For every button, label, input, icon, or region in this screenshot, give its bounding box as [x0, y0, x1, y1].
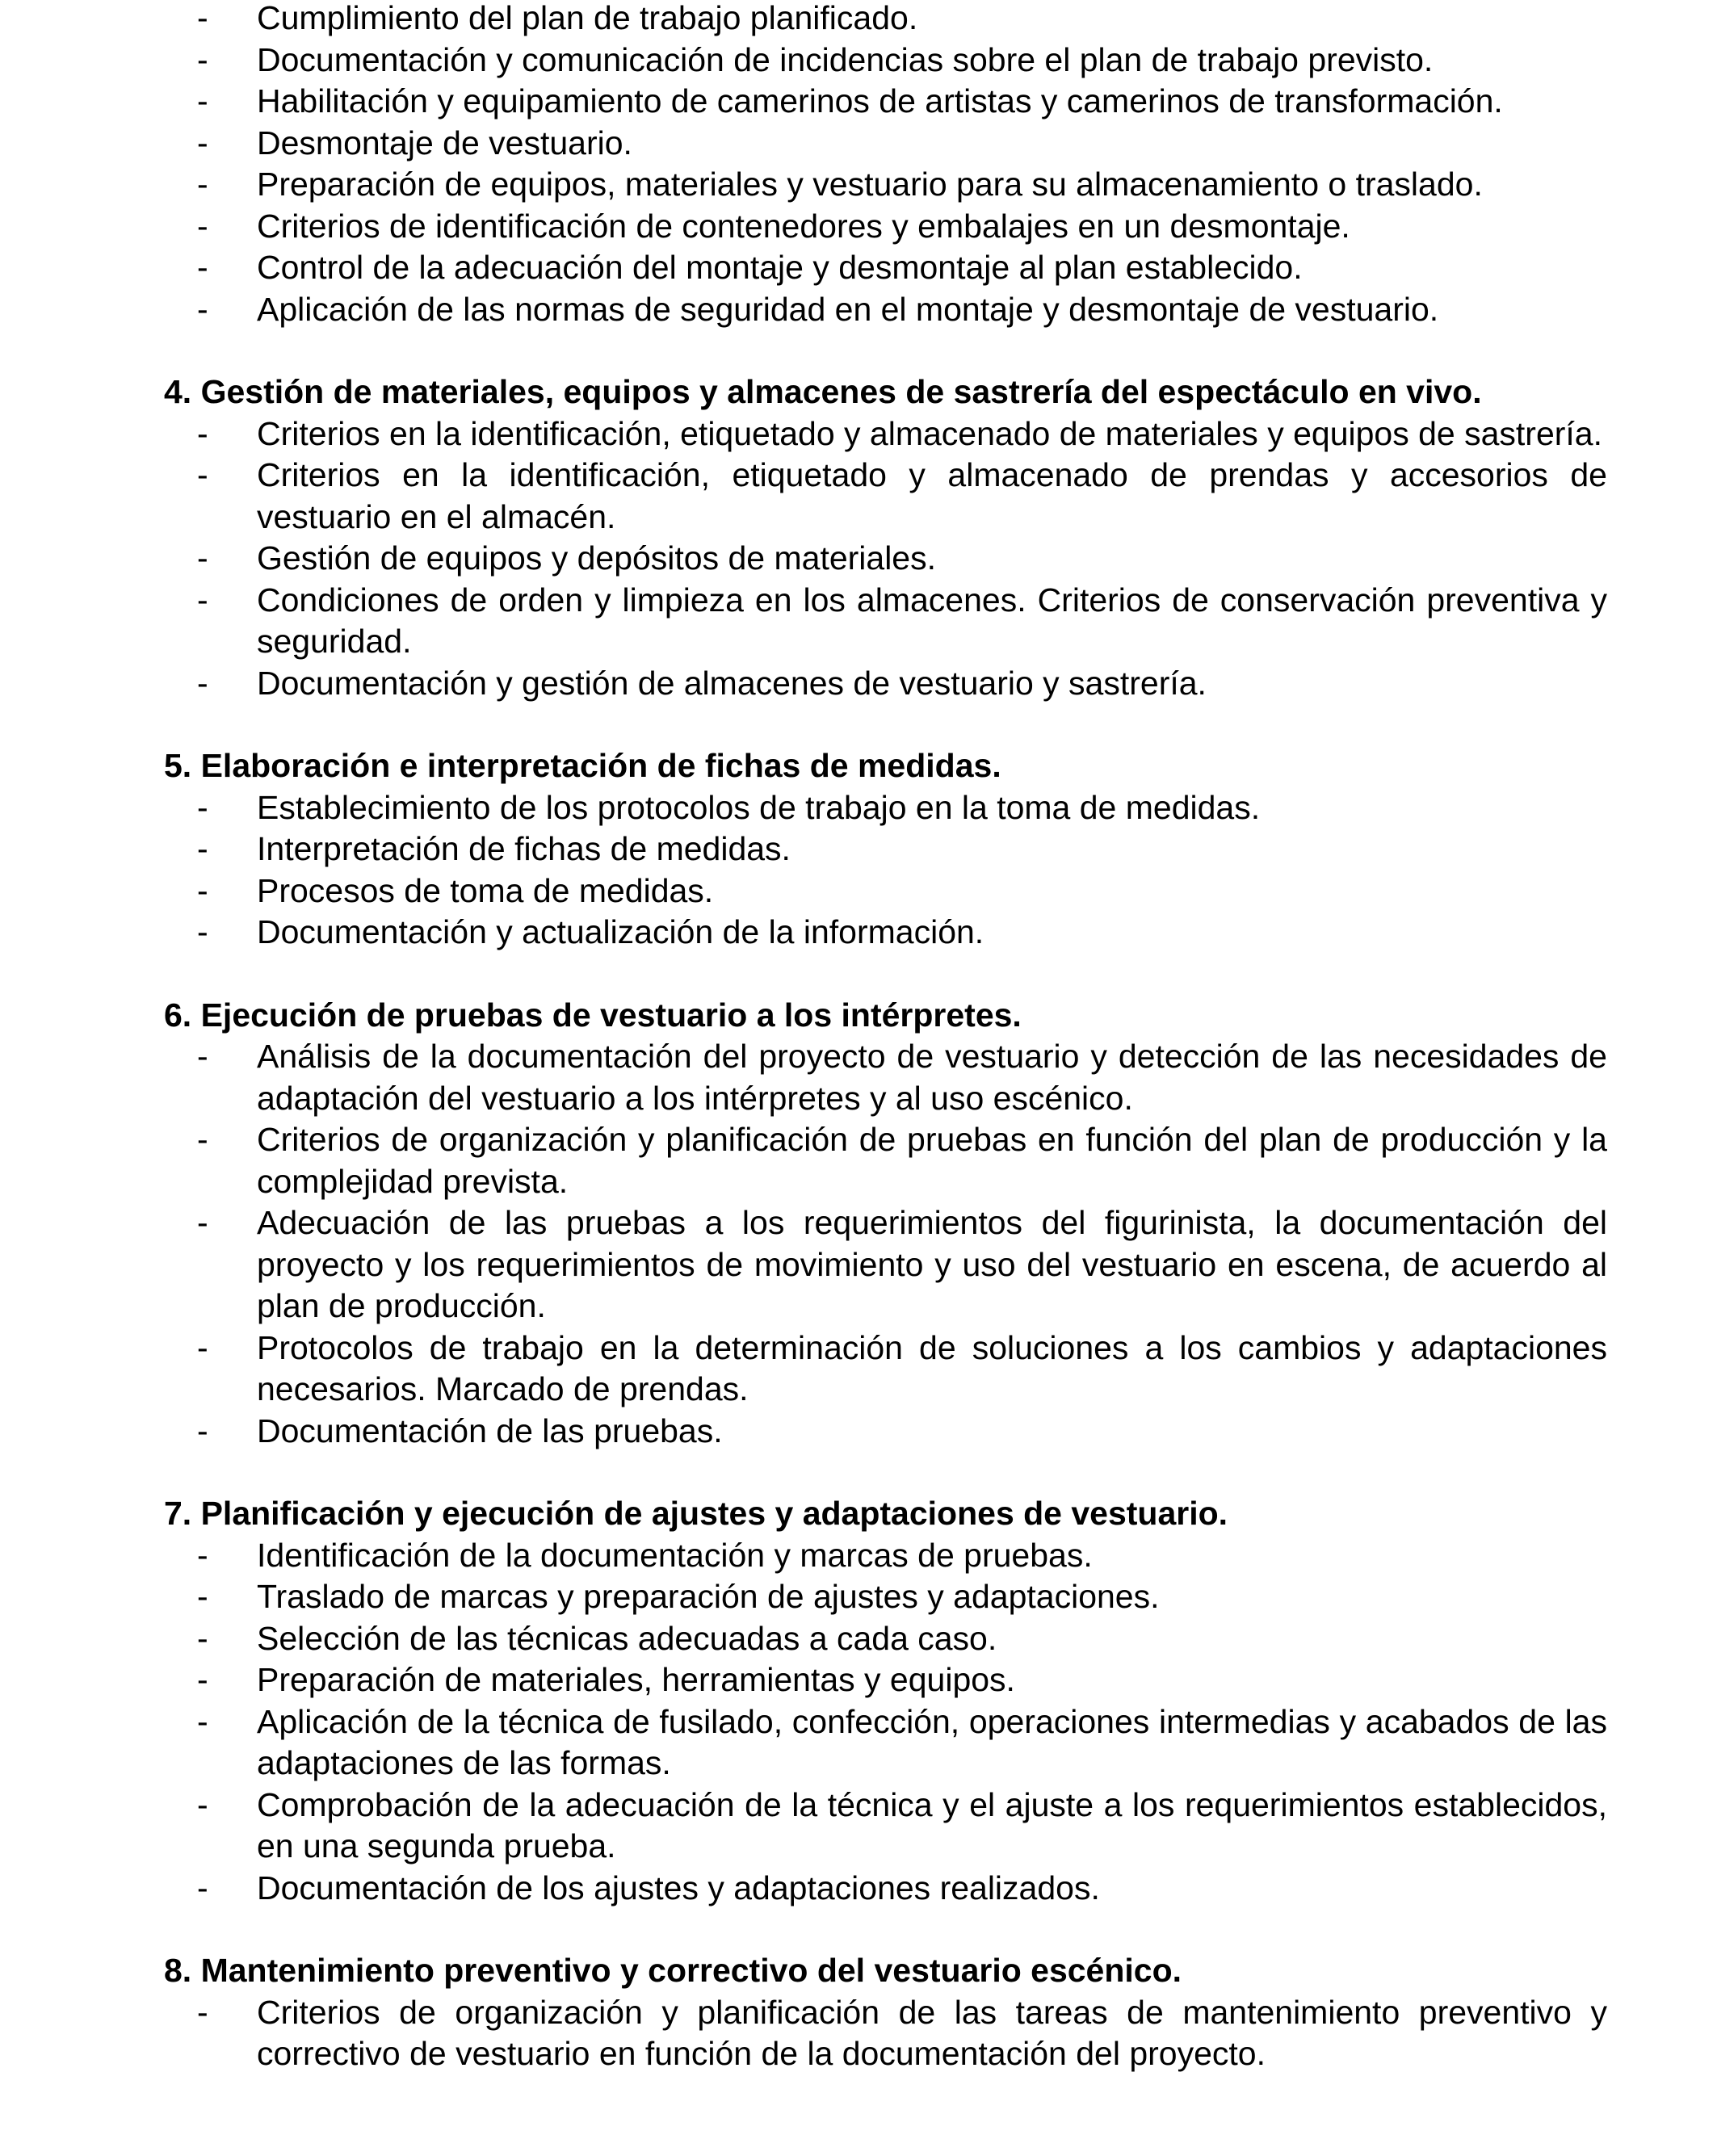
- section-heading: 7. Planificación y ejecución de ajustes y adaptaciones de vestuario.: [164, 1495, 1228, 1532]
- list-item: [0, 1411, 1717, 1453]
- list-item-text: Gestión de equipos y depósitos de materiales.: [257, 539, 937, 577]
- section-4: [0, 371, 1717, 704]
- bullet-dash: -: [197, 1869, 208, 1906]
- bullet-dash: -: [197, 1993, 208, 2031]
- list-item-text: Preparación de equipos, materiales y vestuario para su almacenamiento o traslado.: [257, 166, 1483, 203]
- bullet-dash: -: [197, 1038, 208, 1075]
- list-item: [0, 1701, 1717, 1785]
- bullet-dash: -: [197, 40, 208, 78]
- bullet-dash: -: [197, 1661, 208, 1698]
- list-item: [0, 1659, 1717, 1701]
- section-spacer: [0, 330, 1717, 371]
- list-item-text: Aplicación de la técnica de fusilado, confección, operaciones intermedias y acabados de las adaptaciones de las formas.: [257, 1702, 1607, 1781]
- bullet-dash: -: [197, 1204, 208, 1241]
- list-item-text: Interpretación de fichas de medidas.: [257, 830, 791, 867]
- list-item-text: Documentación y comunicación de incidencias sobre el plan de trabajo previsto.: [257, 40, 1434, 78]
- list-item-text: Documentación de las pruebas.: [257, 1411, 723, 1449]
- bullet-dash: -: [197, 1619, 208, 1657]
- list-item-text: Identificación de la documentación y marcas de pruebas.: [257, 1536, 1093, 1574]
- bullet-dash: -: [197, 456, 208, 493]
- list-item: [0, 580, 1717, 663]
- list-item-text: Desmontaje de vestuario.: [257, 124, 632, 161]
- list-item-text: Cumplimiento del plan de trabajo planificado.: [257, 0, 918, 36]
- list-item-text: Aplicación de las normas de seguridad en el montaje y desmontaje de vestuario.: [257, 290, 1439, 328]
- list-item-text: Documentación y actualización de la información.: [257, 913, 984, 950]
- list-item: [0, 289, 1717, 331]
- bullet-dash: -: [197, 830, 208, 867]
- bullet-dash: -: [197, 1411, 208, 1449]
- list-item: [0, 1328, 1717, 1411]
- section-heading: 6. Ejecución de pruebas de vestuario a los intérpretes.: [164, 996, 1022, 1034]
- bullet-dash: -: [197, 207, 208, 245]
- list-item-text: Criterios en la identificación, etiquetado y almacenado de materiales y equipos de sastrería.: [257, 414, 1602, 452]
- list-item-text: Criterios de organización y planificación de las tareas de mantenimiento preventivo y correctivo de vestuario en función de la documentación del proyecto.: [257, 1993, 1607, 2072]
- list-item: [0, 81, 1717, 123]
- bullet-dash: -: [197, 166, 208, 203]
- list-item: [0, 455, 1717, 538]
- bullet-dash: -: [197, 788, 208, 826]
- list-item: [0, 870, 1717, 912]
- list-item: [0, 1036, 1717, 1119]
- section-heading: 5. Elaboración e interpretación de fichas de medidas.: [164, 747, 1001, 784]
- bullet-dash: -: [197, 1578, 208, 1615]
- list-item-text: Control de la adecuación del montaje y desmontaje al plan establecido.: [257, 249, 1303, 286]
- section-heading: 4. Gestión de materiales, equipos y almacenes de sastrería del espectáculo en vivo.: [164, 373, 1482, 410]
- bullet-dash: -: [197, 124, 208, 161]
- list-item-text: Selección de las técnicas adecuadas a cada caso.: [257, 1619, 997, 1657]
- list-item-text: Criterios de organización y planificación de pruebas en función del plan de producción y la complejidad prevista.: [257, 1121, 1607, 1200]
- list-item-text: Adecuación de las pruebas a los requerimientos del figurinista, la documentación del proyecto y los requerimientos de movimiento y uso del vestuario en escena, de acuerdo al plan de producción.: [257, 1204, 1607, 1324]
- list-item: [0, 1618, 1717, 1660]
- list-item: [0, 247, 1717, 289]
- list-item: [0, 0, 1717, 40]
- bullet-dash: -: [197, 1702, 208, 1740]
- list-item-text: Preparación de materiales, herramientas y equipos.: [257, 1661, 1015, 1698]
- list-item: [0, 1576, 1717, 1618]
- list-item: [0, 1535, 1717, 1577]
- list-item: [0, 828, 1717, 870]
- bullet-dash: -: [197, 1328, 208, 1366]
- list-item: [0, 1992, 1717, 2075]
- list-item-text: Protocolos de trabajo en la determinación de soluciones a los cambios y adaptaciones necesarios. Marcado de prendas.: [257, 1328, 1607, 1407]
- intro-list: [0, 0, 1717, 330]
- list-item-text: Comprobación de la adecuación de la técnica y el ajuste a los requerimientos establecidos, en una segunda prueba.: [257, 1785, 1607, 1864]
- bullet-dash: -: [197, 0, 208, 36]
- section-8: [0, 1950, 1717, 2075]
- bullet-dash: -: [197, 664, 208, 702]
- list-item: [0, 123, 1717, 165]
- section-7: [0, 1493, 1717, 1909]
- bullet-dash: -: [197, 1536, 208, 1574]
- bullet-dash: -: [197, 414, 208, 452]
- list-item-text: Habilitación y equipamiento de camerinos de artistas y camerinos de transformación.: [257, 82, 1503, 120]
- list-item-text: Criterios en la identificación, etiquetado y almacenado de prendas y accesorios de vestuario en el almacén.: [257, 456, 1607, 535]
- bullet-dash: -: [197, 1785, 208, 1823]
- section-spacer: [0, 1452, 1717, 1493]
- list-item: [0, 1868, 1717, 1910]
- bullet-dash: -: [197, 82, 208, 120]
- section-spacer: [0, 954, 1717, 995]
- list-item-text: Procesos de toma de medidas.: [257, 871, 714, 909]
- bullet-dash: -: [197, 539, 208, 577]
- list-item-text: Criterios de identificación de contenedores y embalajes en un desmontaje.: [257, 207, 1350, 245]
- list-item: [0, 1119, 1717, 1202]
- list-item-text: Documentación de los ajustes y adaptaciones realizados.: [257, 1869, 1100, 1906]
- bullet-dash: -: [197, 290, 208, 328]
- list-item-text: Establecimiento de los protocolos de trabajo en la toma de medidas.: [257, 788, 1261, 826]
- list-item: [0, 40, 1717, 82]
- list-item: [0, 663, 1717, 705]
- list-item: [0, 1202, 1717, 1328]
- list-item: [0, 787, 1717, 829]
- bullet-dash: -: [197, 581, 208, 619]
- list-item: [0, 206, 1717, 248]
- section-5: [0, 745, 1717, 954]
- list-item: [0, 912, 1717, 954]
- section-spacer: [0, 704, 1717, 745]
- list-item: [0, 413, 1717, 455]
- list-item-text: Traslado de marcas y preparación de ajustes y adaptaciones.: [257, 1578, 1160, 1615]
- list-item-text: Análisis de la documentación del proyecto de vestuario y detección de las necesidades de adaptación del vestuario a los intérpretes y al uso escénico.: [257, 1038, 1607, 1117]
- list-item: [0, 538, 1717, 580]
- list-item: [0, 1785, 1717, 1868]
- bullet-dash: -: [197, 913, 208, 950]
- list-item-text: Documentación y gestión de almacenes de vestuario y sastrería.: [257, 664, 1207, 702]
- section-6: [0, 995, 1717, 1453]
- bullet-dash: -: [197, 249, 208, 286]
- bullet-dash: -: [197, 871, 208, 909]
- section-heading: 8. Mantenimiento preventivo y correctivo del vestuario escénico.: [164, 1952, 1182, 1989]
- list-item: [0, 164, 1717, 206]
- bullet-dash: -: [197, 1121, 208, 1158]
- section-spacer: [0, 1909, 1717, 1950]
- list-item-text: Condiciones de orden y limpieza en los almacenes. Criterios de conservación preventiva y seguridad.: [257, 581, 1607, 660]
